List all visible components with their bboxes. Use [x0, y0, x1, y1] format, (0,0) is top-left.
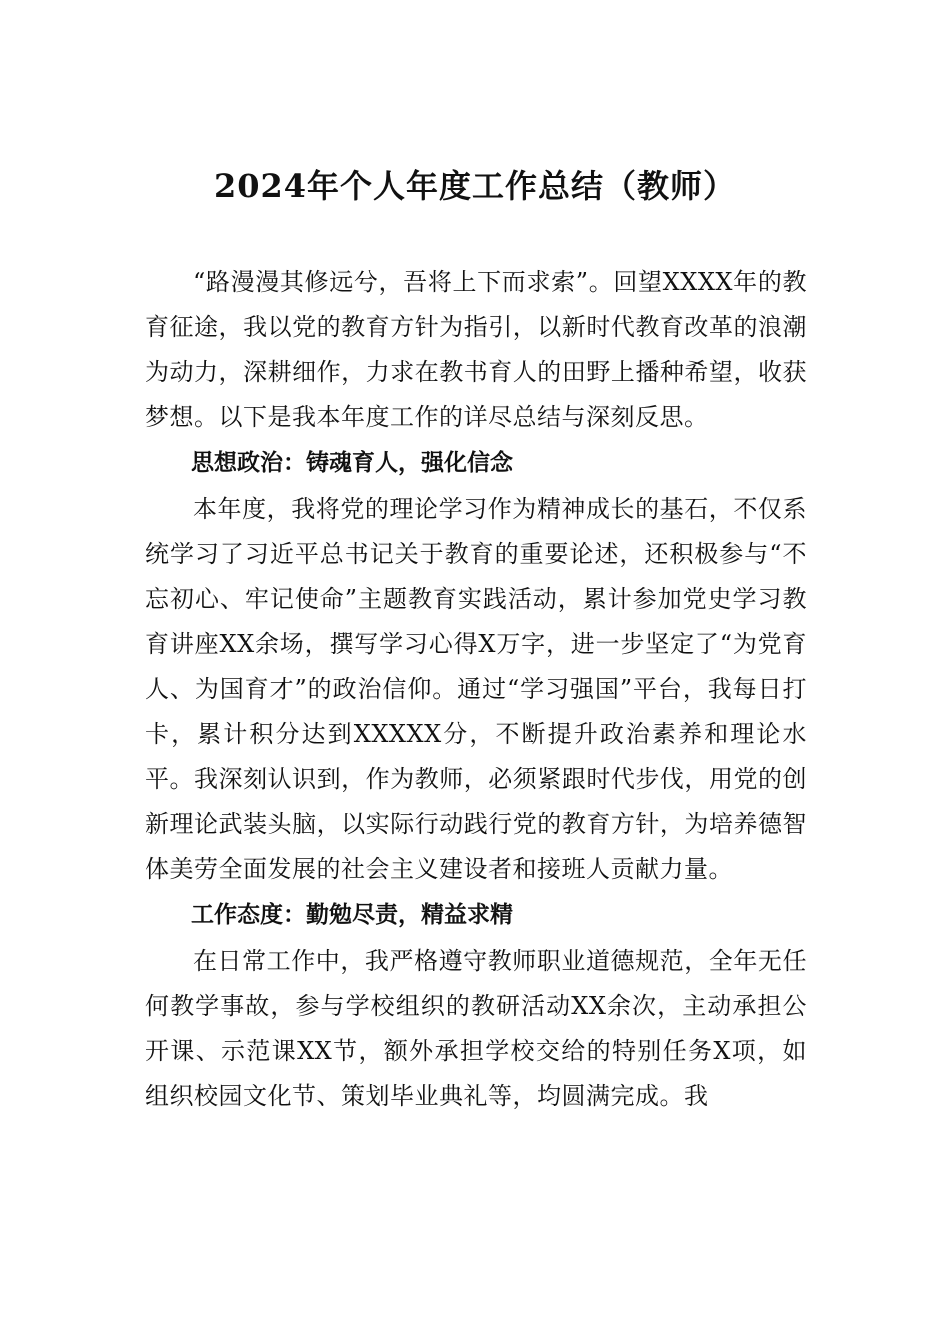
- section-work-attitude: [145, 892, 807, 1119]
- section-political: [145, 440, 807, 892]
- intro-paragraph: “路漫漫其修远兮，吾将上下而求索”。回望XXXX年的教育征途，我以党的教育方针为指引，以新时代教育改革的浪潮为动力，深耕细作，力求在教书育人的田野上播种希望，收获梦想。以下是我本年度工作的详尽总结与深刻反思。: [145, 268, 807, 431]
- section-paragraph: 在日常工作中，我严格遵守教师职业道德规范，全年无任何教学事故，参与学校组织的教研活动XX余次，主动承担公开课、示范课XX节，额外承担学校交给的特别任务X项，如组织校园文化节、策划毕业典礼等，均圆满完成。我: [145, 947, 807, 1110]
- section-paragraph: 本年度，我将党的理论学习作为精神成长的基石，不仅系统学习了习近平总书记关于教育的重要论述，还积极参与“不忘初心、牢记使命”主题教育实践活动，累计参加党史学习教育讲座XX余场，撰写学习心得X万字，进一步坚定了“为党育人、为国育才”的政治信仰。通过“学习强国”平台，我每日打卡，累计积分达到XXXXX分，不断提升政治素养和理论水平。我深刻认识到，作为教师，必须紧跟时代步伐，用党的创新理论武装头脑，以实际行动践行党的教育方针，为培养德智体美劳全面发展的社会主义建设者和接班人贡献力量。: [145, 495, 807, 883]
- section-heading: 工作态度：勤勉尽责，精益求精: [191, 902, 513, 928]
- document-title: 2024年个人年度工作总结（教师）: [213, 167, 737, 205]
- section-heading: 思想政治：铸魂育人，强化信念: [191, 450, 513, 476]
- document-body: [145, 260, 807, 1119]
